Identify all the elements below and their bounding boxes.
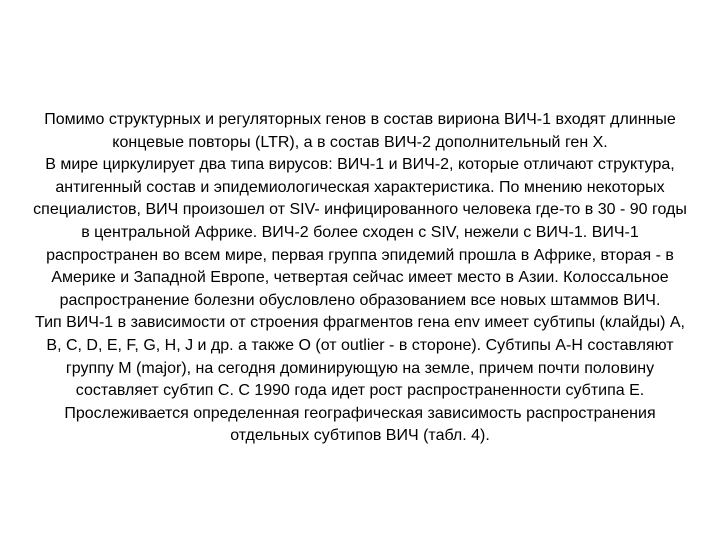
paragraph-hiv-subtypes: Тип ВИЧ-1 в зависимости от строения фрагментов гена env имеет субтипы (клайды) A, B, C, D, E, F, G, H, J и др. а также О (от outlier - в стороне). Субтипы A-H составляют группу M (major), на сегодня доминирующую на земле, причем почти половину составляет субтип С. С 1990 года идет рост распространенности субтипа Е. — [35, 314, 685, 400]
paragraph-hiv-structure: Помимо структурных и регуляторных генов в состав вириона ВИЧ-1 входят длинные концевые повторы (LTR), а в состав ВИЧ-2 дополнительный ген X. — [44, 111, 676, 151]
slide-text-block — [28, 109, 692, 448]
paragraph-hiv-types: В мире циркулирует два типа вирусов: ВИЧ-1 и ВИЧ-2, которые отличают структура, антигенный состав и эпидемиологическая характеристика. По мнению некоторых специалистов, ВИЧ произошел от SIV- инфицированного человека где-то в 30 - 90 годы в центральной Африке. ВИЧ-2 более сходен с SIV, нежели с ВИЧ-1. ВИЧ-1 распространен во всем мире, первая группа эпидемий прошла в Африке, вторая - в Америке и Западной Европе, четвертая сейчас имеет место в Азии. Колоссальное распространение болезни обусловлено образованием все новых штаммов ВИЧ. — [33, 156, 687, 309]
paragraph-geographic-distribution: Прослеживается определенная географическая зависимость распространения отдельных субтипов ВИЧ (табл. 4). — [64, 404, 656, 445]
